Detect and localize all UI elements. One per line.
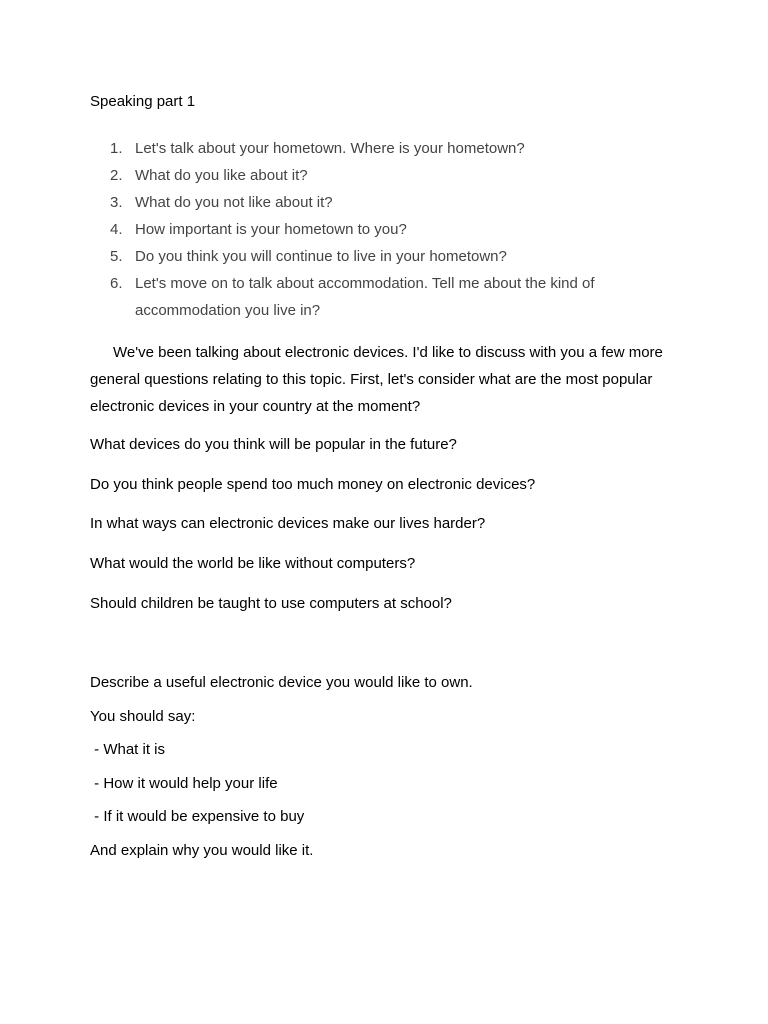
list-item (90, 135, 650, 162)
list-item (90, 270, 650, 324)
list-number: 3. (110, 194, 123, 211)
list-item-text: Let's talk about your hometown. Where is your hometown? (135, 140, 525, 157)
discussion-question: Should children be taught to use computers at school? (90, 595, 452, 612)
list-number: 2. (110, 167, 123, 184)
list-number: 5. (110, 248, 123, 265)
list-number: 4. (110, 221, 123, 238)
list-item (90, 162, 650, 189)
cue-card-point: - If it would be expensive to buy (90, 808, 305, 825)
cue-card-closing: And explain why you would like it. (90, 842, 314, 859)
discussion-question: What devices do you think will be popular in the future? (90, 436, 457, 453)
heading: Speaking part 1 (90, 93, 196, 110)
list-item-text: What do you like about it? (135, 167, 308, 184)
list-item (90, 243, 650, 270)
list-item (90, 189, 650, 216)
discussion-question: Do you think people spend too much money on electronic devices? (90, 476, 536, 493)
part1-question-list (90, 135, 650, 324)
list-item-text: What do you not like about it? (135, 194, 333, 211)
list-item-text: Do you think you will continue to live in your hometown? (135, 248, 507, 265)
cue-card-point: - How it would help your life (90, 775, 278, 792)
cue-card-point: - What it is (90, 741, 166, 758)
list-number: 1. (110, 140, 123, 157)
list-item (90, 216, 650, 243)
list-item-text: How important is your hometown to you? (135, 221, 407, 238)
discussion-question: What would the world be like without computers? (90, 555, 416, 572)
cue-card-prompt: Describe a useful electronic device you would like to own. (90, 674, 473, 691)
list-item-text: Let's move on to talk about accommodation. Tell me about the kind of accommodation you live in? (135, 275, 595, 319)
intro-paragraph: We've been talking about electronic devices. I'd like to discuss with you a few more general questions relating to this topic. First, let's consider what are the most popular electronic devices in your country at the moment? (90, 344, 663, 415)
discussion-question: In what ways can electronic devices make our lives harder? (90, 515, 486, 532)
list-number: 6. (110, 275, 123, 292)
cue-card-you-should-say: You should say: (90, 708, 196, 725)
